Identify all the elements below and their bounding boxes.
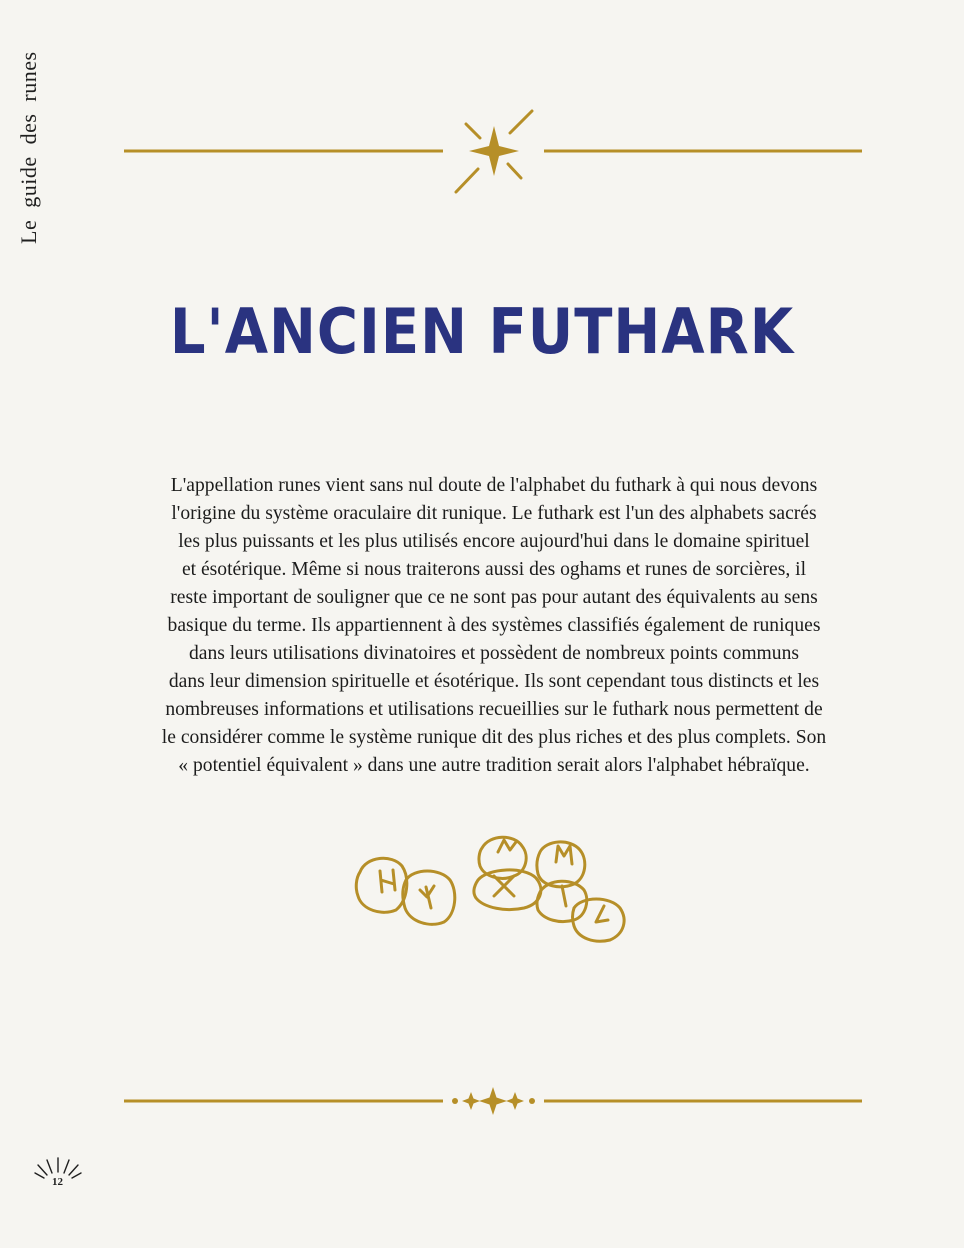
rune-stones-illustration — [356, 837, 624, 941]
rune-kenaz — [596, 906, 608, 922]
body-line: reste important de souligner que ce ne sont pas pour autant des équivalents au sens — [170, 587, 818, 608]
rune-mark — [498, 840, 516, 852]
running-head-word: guide — [16, 156, 41, 208]
body-line: dans leurs utilisations divinatoires et possèdent de nombreux points communs — [188, 643, 800, 664]
body-paragraph — [120, 472, 868, 780]
running-head-word: des — [16, 113, 41, 145]
body-line: « potentiel équivalent » dans une autre tradition serait alors l'alphabet hébraïque. — [178, 755, 810, 776]
body-line: et ésotérique. Même si nous traiterons aussi des oghams et runes de sorcières, il — [181, 559, 807, 580]
running-head-word: runes — [16, 51, 41, 102]
body-line: l'origine du système oraculaire dit runique. Le futhark est l'un des alphabets sacrés — [171, 503, 817, 524]
body-line: L'appellation runes vient sans nul doute de l'alphabet du futhark à qui nous devons — [170, 475, 818, 496]
sunburst-icon — [35, 1158, 81, 1178]
body-line: basique du terme. Ils appartiennent à des systèmes classifiés également de runiques — [167, 615, 821, 636]
stars-divider-icon — [452, 1087, 535, 1115]
rune-mannaz — [556, 846, 572, 864]
body-line: le considérer comme le système runique dit des plus riches et des plus complets. Son — [161, 727, 827, 748]
page-title: L'ANCIEN FUTHARK — [169, 296, 795, 369]
rune-isa — [562, 886, 566, 906]
rune-hagalaz — [380, 870, 395, 892]
sparkle-star-icon — [456, 111, 532, 192]
rune-algiz — [420, 886, 434, 908]
running-head-word: Le — [16, 219, 41, 244]
body-line: nombreuses informations et utilisations recueillies sur le futhark nous permettent de — [165, 699, 823, 720]
body-line: les plus puissants et les plus utilisés encore aujourd'hui dans le domaine spirituel — [178, 531, 810, 552]
page-number: 12 — [52, 1176, 63, 1188]
body-line: dans leur dimension spirituelle et ésotérique. Ils sont cependant tous distincts et les — [168, 671, 820, 692]
